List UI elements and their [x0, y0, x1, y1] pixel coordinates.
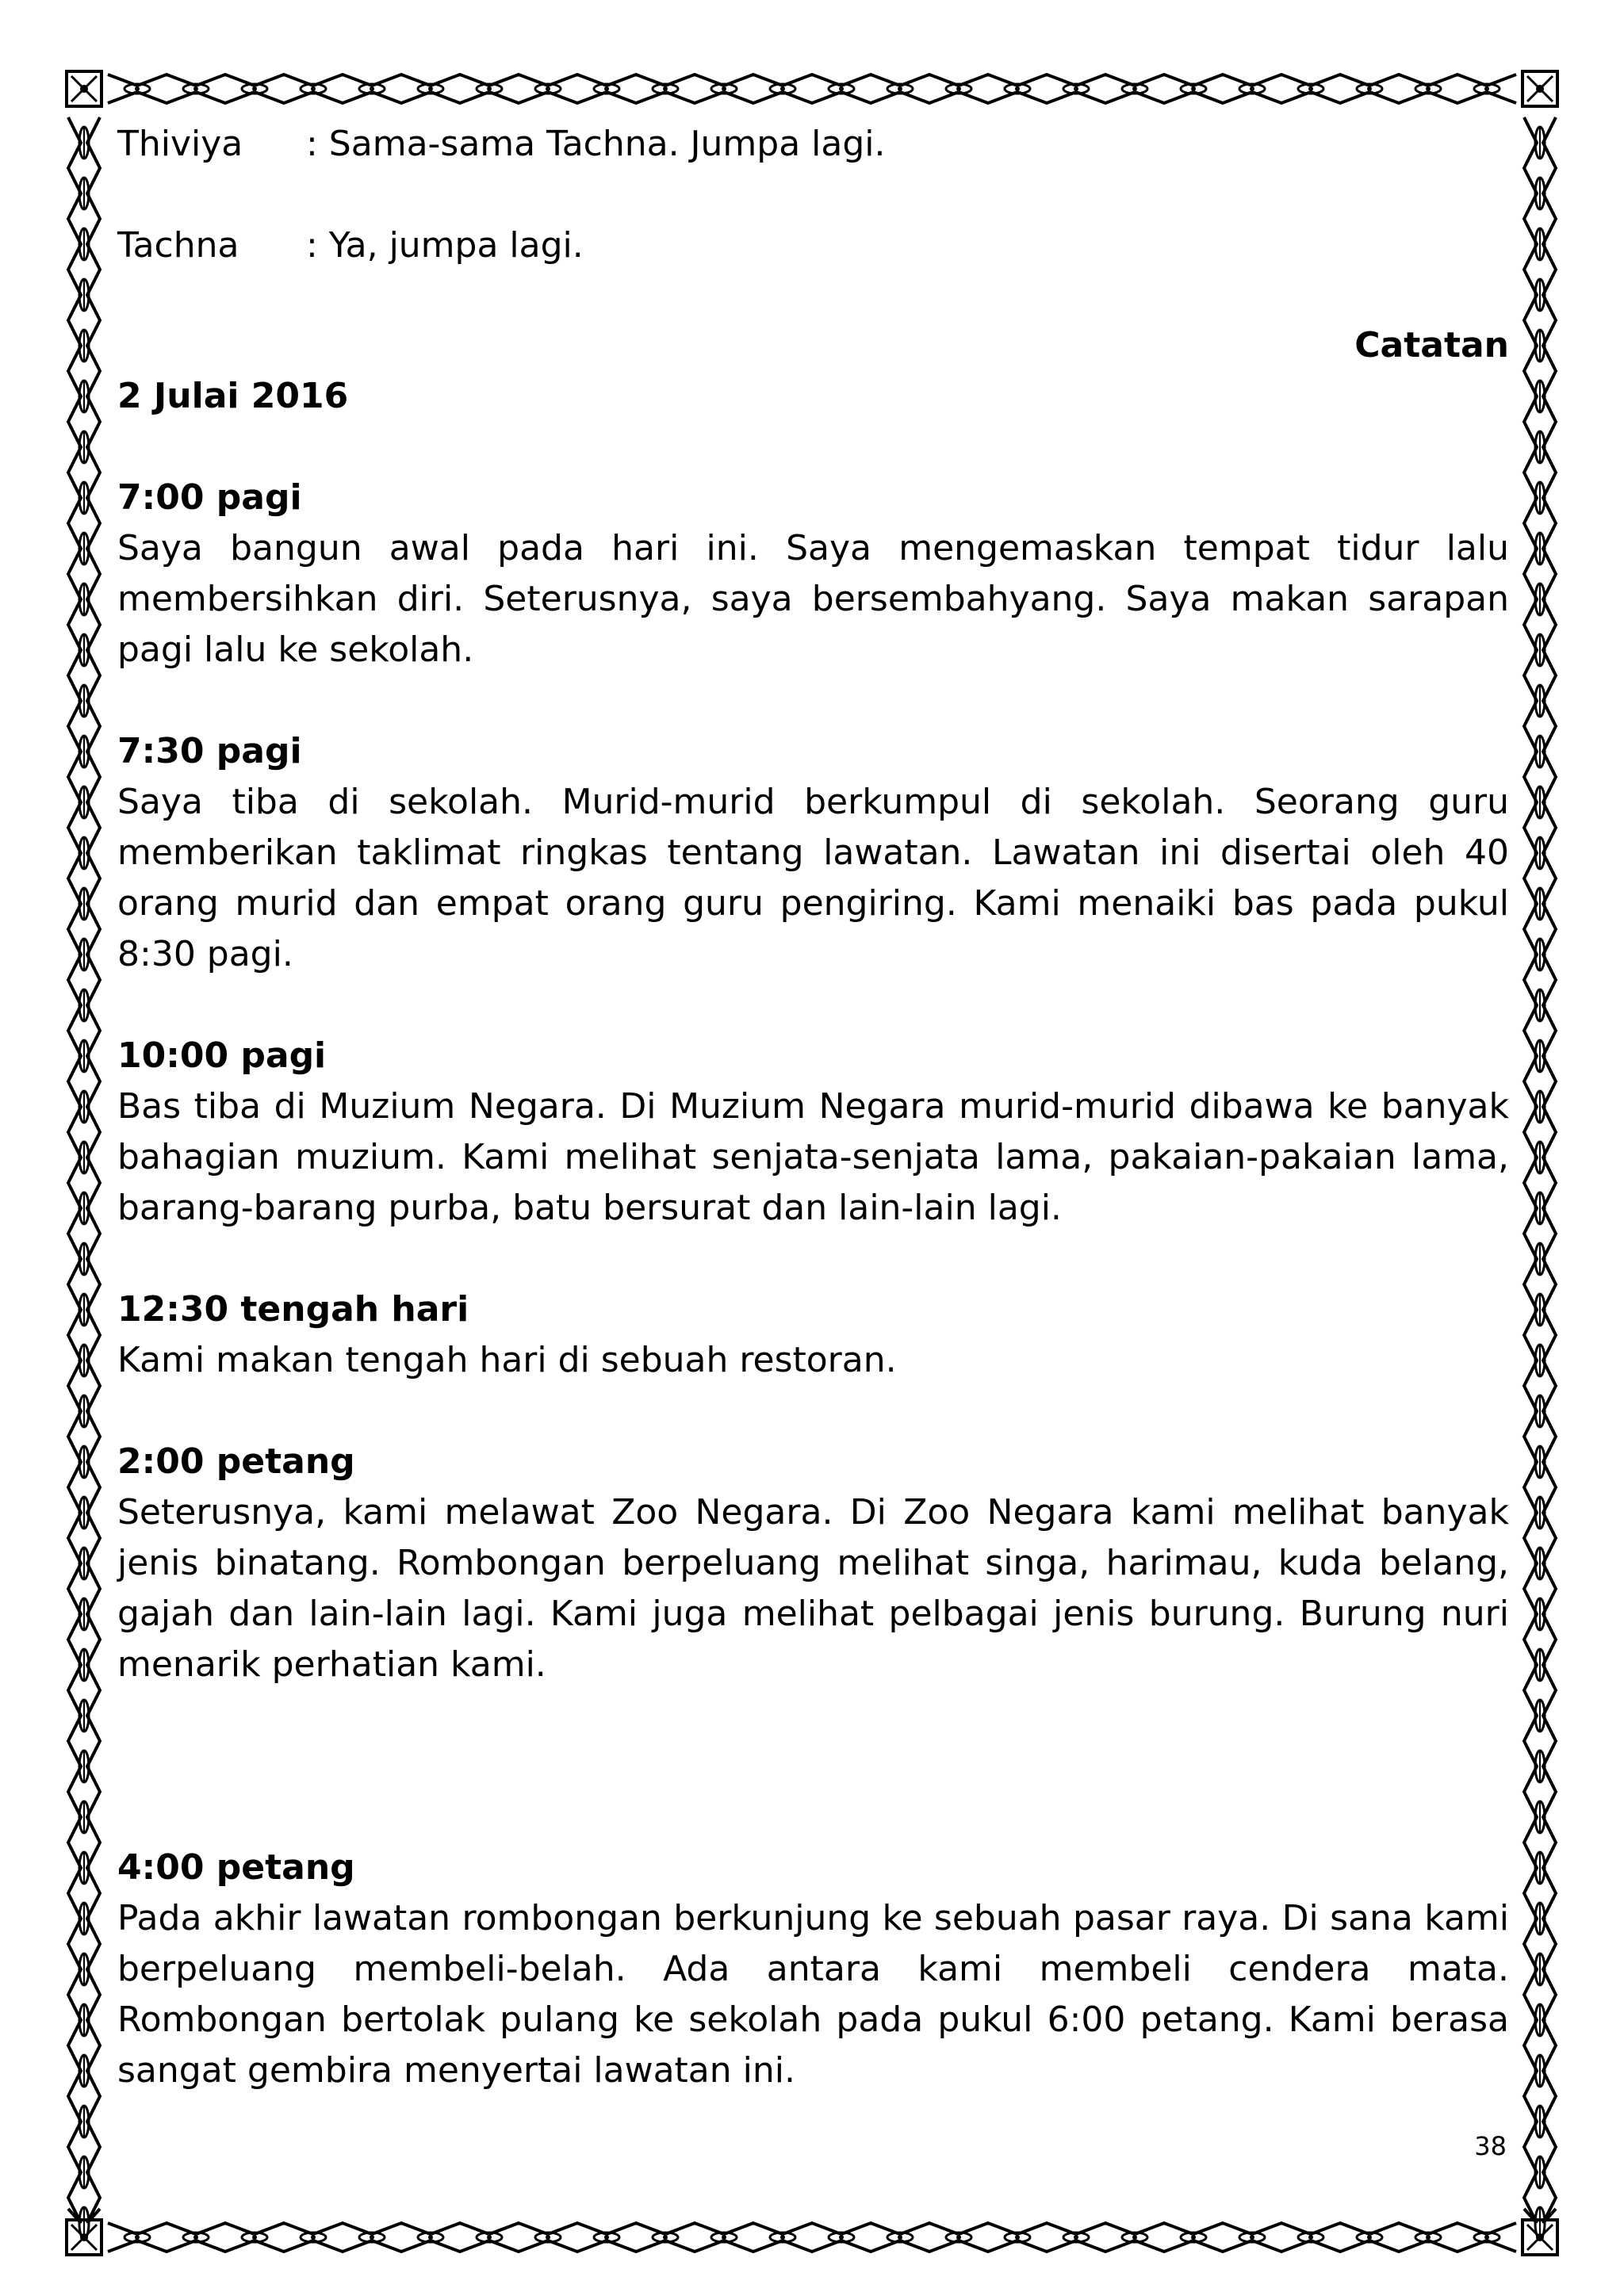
entry-text: Saya tiba di sekolah. Murid-murid berkumpul di sekolah. Seorang guru memberikan taklimat ringkas tentang lawatan. Lawatan ini disertai oleh 40 orang murid dan empat orang guru pengiring. Kami menaiki bas pada pukul 8:30 pagi.: [117, 782, 1509, 974]
entry-text: Kami makan tengah hari di sebuah restoran.: [117, 1340, 897, 1380]
entry-text: Pada akhir lawatan rombongan berkunjung ke sebuah pasar raya. Di sana kami berpeluang membeli-belah. Ada antara kami membeli cendera mata. Rombongan bertolak pulang ke sekolah pada pukul 6:00 petang. Kami berasa sangat gembira menyertai lawatan ini.: [117, 1898, 1509, 2091]
entry-text: Bas tiba di Muzium Negara. Di Muzium Negara murid-murid dibawa ke banyak bahagian muzium. Kami melihat senjata-senjata lama, pakaian-pakaian lama, barang-barang purba, batu bersurat dan lain-lain lagi.: [117, 1086, 1509, 1228]
entry-time: 2:00 petang: [117, 1441, 355, 1482]
speaker-utterance: : Ya, jumpa lagi.: [306, 225, 584, 266]
entry-time: 10:00 pagi: [117, 1035, 327, 1076]
entry-text: Seterusnya, kami melawat Zoo Negara. Di Zoo Negara kami melihat banyak jenis binatang. Rombongan berpeluang melihat singa, harimau, kuda belang, gajah dan lain-lain lagi. Kami juga melihat pelbagai jenis burung. Burung nuri menarik perhatian kami.: [117, 1492, 1509, 1685]
speaker-name: Tachna: [117, 225, 239, 266]
entry-text: Saya bangun awal pada hari ini. Saya mengemaskan tempat tidur lalu membersihkan diri. Seterusnya, saya bersembahyang. Saya makan sarapan pagi lalu ke sekolah.: [117, 528, 1509, 670]
speaker-name: Thiviya: [117, 124, 243, 164]
dialogue-line: [117, 119, 1509, 170]
entry-time: 4:00 petang: [117, 1847, 355, 1888]
speaker-utterance: : Sama-sama Tachna. Jumpa lagi.: [306, 124, 886, 164]
entry-time: 12:30 tengah hari: [117, 1289, 469, 1330]
page-content: [117, 119, 1509, 2096]
section-heading: Catatan: [1354, 325, 1509, 365]
entry-time: 7:00 pagi: [117, 477, 302, 518]
page-number: 38: [1474, 2131, 1507, 2161]
entry-time: 7:30 pagi: [117, 731, 302, 771]
dialogue-line: [117, 220, 1509, 271]
entry-date: 2 Julai 2016: [117, 376, 349, 416]
